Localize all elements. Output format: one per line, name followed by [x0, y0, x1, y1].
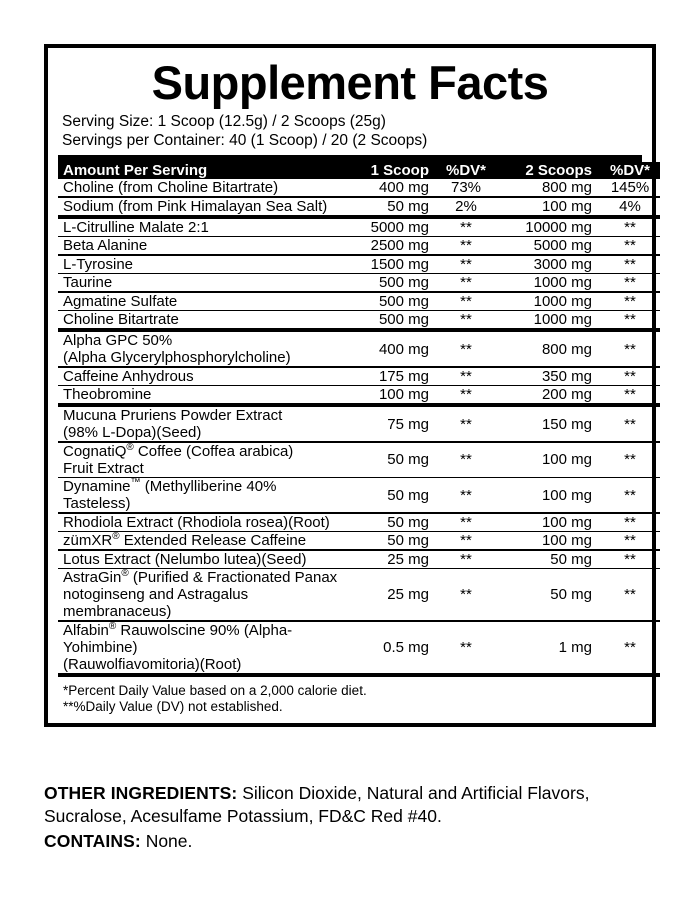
- nutrient-name: Caffeine Anhydrous: [63, 367, 194, 385]
- nutrient-name: Beta Alanine: [63, 237, 148, 254]
- nutrient-name: Taurine: [63, 274, 113, 291]
- serving-size-line: Serving Size: 1 Scoop (12.5g) / 2 Scoops (25g): [62, 113, 386, 130]
- nutrient-amount-2-scoops: 150 mg: [541, 415, 592, 433]
- nutrient-name: L-Tyrosine: [63, 255, 134, 273]
- other-ingredients: [44, 782, 658, 828]
- table-row: [58, 386, 660, 403]
- nutrient-dv-2-scoops: **: [624, 218, 636, 236]
- table-header-row: [58, 162, 660, 179]
- nutrient-amount-2-scoops: 1000 mg: [533, 274, 592, 291]
- nutrient-amount-1-scoop: 400 mg: [378, 179, 429, 196]
- nutrient-dv-1-scoop: **: [460, 255, 472, 273]
- row-divider: [58, 673, 660, 677]
- nutrient-dv-1-scoop: **: [460, 638, 472, 656]
- nutrient-dv-1-scoop: **: [460, 550, 472, 568]
- nutrient-name: zümXR® Extended Release Caffeine: [63, 531, 307, 549]
- header-divider: [58, 155, 642, 162]
- nutrient-dv-2-scoops: **: [624, 292, 636, 310]
- column-header-dv-2-scoops: %DV*: [609, 162, 650, 179]
- nutrient-dv-2-scoops: **: [624, 486, 636, 504]
- nutrient-name: Rhodiola Extract (Rhodiola rosea)(Root): [63, 513, 330, 531]
- contains-text: None.: [140, 831, 193, 851]
- nutrient-dv-1-scoop: 2%: [455, 197, 477, 215]
- page-title: Supplement Facts: [151, 56, 549, 109]
- nutrient-amount-1-scoop: 0.5 mg: [383, 638, 429, 656]
- nutrient-amount-1-scoop: 50 mg: [387, 513, 429, 531]
- column-header-amount-2-scoops: 2 Scoops: [525, 162, 592, 179]
- nutrient-dv-2-scoops: **: [624, 274, 636, 291]
- nutrient-amount-2-scoops: 100 mg: [541, 486, 592, 504]
- nutrient-dv-1-scoop: **: [460, 513, 472, 531]
- nutrient-name: Sodium (from Pink Himalayan Sea Salt): [63, 197, 328, 215]
- nutrient-amount-2-scoops: 800 mg: [541, 179, 592, 196]
- nutrient-dv-1-scoop: **: [460, 274, 472, 291]
- nutrient-amount-2-scoops: 50 mg: [550, 586, 592, 603]
- nutrient-dv-2-scoops: **: [624, 367, 636, 385]
- nutrient-amount-2-scoops: 200 mg: [541, 386, 592, 403]
- table-row: [58, 478, 660, 512]
- nutrient-dv-1-scoop: **: [460, 311, 472, 328]
- table-row: [58, 514, 660, 531]
- column-header-amount-1-scoop: 1 Scoop: [370, 162, 429, 179]
- nutrient-amount-1-scoop: 500 mg: [378, 292, 429, 310]
- nutrient-name: CognatiQ® Coffee (Coffea arabica) Fruit Extract: [63, 441, 294, 477]
- nutrient-dv-1-scoop: **: [460, 340, 472, 358]
- nutrient-amount-2-scoops: 3000 mg: [533, 255, 592, 273]
- nutrient-amount-1-scoop: 50 mg: [387, 532, 429, 549]
- nutrient-dv-2-scoops: **: [624, 237, 636, 254]
- nutrient-name: Dynamine™ (Methylliberine 40% Tasteless): [63, 477, 277, 512]
- nutrient-dv-2-scoops: **: [624, 550, 636, 568]
- nutrient-dv-1-scoop: 73%: [450, 179, 482, 196]
- nutrient-dv-2-scoops: **: [624, 415, 636, 433]
- nutrient-name: Lotus Extract (Nelumbo lutea)(Seed): [63, 550, 307, 568]
- nutrient-name: Alfabin® Rauwolscine 90% (Alpha-Yohimbine) (Rauwolfiavomitoria)(Root): [63, 620, 293, 673]
- nutrient-dv-1-scoop: **: [460, 532, 472, 549]
- nutrient-name: L-Citrulline Malate 2:1: [63, 218, 209, 236]
- nutrient-dv-1-scoop: **: [460, 586, 472, 603]
- nutrient-amount-1-scoop: 50 mg: [387, 451, 429, 468]
- nutrient-amount-1-scoop: 175 mg: [378, 367, 429, 385]
- other-ingredients-text: Silicon Dioxide, Natural and Artificial Flavors, Sucralose, Acesulfame Potassium, FD&C Red #40.: [44, 783, 590, 826]
- nutrient-amount-1-scoop: 5000 mg: [370, 218, 429, 236]
- nutrient-amount-1-scoop: 50 mg: [387, 486, 429, 504]
- nutrient-dv-2-scoops: **: [624, 586, 636, 603]
- nutrient-name: AstraGin® (Purified & Fractionated Panax notoginseng and Astragalus membranaceus): [63, 568, 338, 620]
- column-header-dv-1-scoop: %DV*: [445, 162, 486, 179]
- nutrient-amount-1-scoop: 500 mg: [378, 311, 429, 328]
- nutrient-dv-2-scoops: **: [624, 451, 636, 468]
- table-row: [58, 532, 660, 549]
- footnote-daily-value: *Percent Daily Value based on a 2,000 calorie diet.: [63, 682, 367, 698]
- table-row: [58, 256, 660, 273]
- nutrient-dv-1-scoop: **: [460, 386, 472, 403]
- nutrient-dv-2-scoops: **: [624, 386, 636, 403]
- nutrient-amount-2-scoops: 1000 mg: [533, 292, 592, 310]
- table-row: [58, 368, 660, 385]
- nutrient-amount-2-scoops: 50 mg: [550, 550, 592, 568]
- nutrient-dv-2-scoops: **: [624, 638, 636, 656]
- nutrient-name: Theobromine: [63, 386, 152, 403]
- nutrient-amount-1-scoop: 2500 mg: [370, 237, 429, 254]
- nutrient-amount-1-scoop: 25 mg: [387, 550, 429, 568]
- nutrient-amount-2-scoops: 10000 mg: [525, 218, 592, 236]
- table-row: [58, 622, 660, 673]
- nutrient-name: Choline (from Choline Bitartrate): [63, 179, 279, 196]
- nutrients-table: [58, 162, 660, 677]
- table-row: [58, 274, 660, 291]
- nutrient-dv-1-scoop: **: [460, 292, 472, 310]
- contains: [44, 830, 658, 853]
- table-row: [58, 311, 660, 328]
- nutrient-dv-1-scoop: **: [460, 486, 472, 504]
- table-row: [58, 443, 660, 477]
- nutrient-amount-1-scoop: 75 mg: [387, 415, 429, 433]
- table-row: [58, 332, 660, 366]
- nutrient-amount-1-scoop: 100 mg: [378, 386, 429, 403]
- nutrient-name: Mucuna Pruriens Powder Extract (98% L-Dopa)(Seed): [63, 407, 283, 441]
- table-row: [58, 179, 660, 196]
- nutrient-amount-2-scoops: 800 mg: [541, 340, 592, 358]
- nutrient-amount-1-scoop: 500 mg: [378, 274, 429, 291]
- nutrient-amount-2-scoops: 5000 mg: [533, 237, 592, 254]
- column-header-name: Amount Per Serving: [63, 162, 208, 179]
- nutrient-dv-1-scoop: **: [460, 415, 472, 433]
- table-row: [58, 551, 660, 568]
- other-ingredients-label: OTHER INGREDIENTS:: [44, 783, 238, 803]
- nutrient-dv-1-scoop: **: [460, 237, 472, 254]
- nutrient-dv-2-scoops: **: [624, 513, 636, 531]
- supplement-facts-panel: [44, 44, 656, 727]
- nutrient-name: Agmatine Sulfate: [63, 292, 178, 310]
- nutrient-dv-2-scoops: **: [624, 340, 636, 358]
- nutrient-dv-1-scoop: **: [460, 218, 472, 236]
- table-row: [58, 219, 660, 236]
- table-row: [58, 198, 660, 215]
- other-ingredients-section: [44, 782, 658, 855]
- nutrient-dv-2-scoops: **: [624, 255, 636, 273]
- nutrient-amount-2-scoops: 100 mg: [541, 532, 592, 549]
- nutrient-dv-2-scoops: 145%: [610, 179, 650, 196]
- nutrient-amount-2-scoops: 100 mg: [541, 451, 592, 468]
- nutrient-dv-2-scoops: 4%: [619, 197, 641, 215]
- table-row: [58, 569, 660, 620]
- nutrient-amount-2-scoops: 100 mg: [541, 197, 592, 215]
- nutrient-name: Alpha GPC 50% (Alpha Glycerylphosphorylcholine): [63, 332, 291, 366]
- servings-per-container-line: Servings per Container: 40 (1 Scoop) / 20 (2 Scoops): [62, 132, 428, 149]
- contains-label: CONTAINS:: [44, 831, 141, 851]
- table-row: [58, 293, 660, 310]
- nutrient-amount-2-scoops: 1 mg: [558, 638, 592, 656]
- nutrient-amount-1-scoop: 25 mg: [387, 586, 429, 603]
- nutrient-amount-1-scoop: 400 mg: [378, 340, 429, 358]
- nutrient-dv-1-scoop: **: [460, 367, 472, 385]
- nutrient-dv-2-scoops: **: [624, 311, 636, 328]
- nutrient-name: Choline Bitartrate: [63, 311, 179, 328]
- nutrient-amount-2-scoops: 100 mg: [541, 513, 592, 531]
- table-row: [58, 407, 660, 441]
- nutrient-amount-1-scoop: 50 mg: [387, 197, 429, 215]
- nutrient-amount-1-scoop: 1500 mg: [370, 255, 429, 273]
- footnote-dv-not-established: **%Daily Value (DV) not established.: [63, 698, 283, 714]
- table-row: [58, 237, 660, 254]
- nutrient-amount-2-scoops: 350 mg: [541, 367, 592, 385]
- nutrient-dv-2-scoops: **: [624, 532, 636, 549]
- nutrient-amount-2-scoops: 1000 mg: [533, 311, 592, 328]
- nutrient-dv-1-scoop: **: [460, 451, 472, 468]
